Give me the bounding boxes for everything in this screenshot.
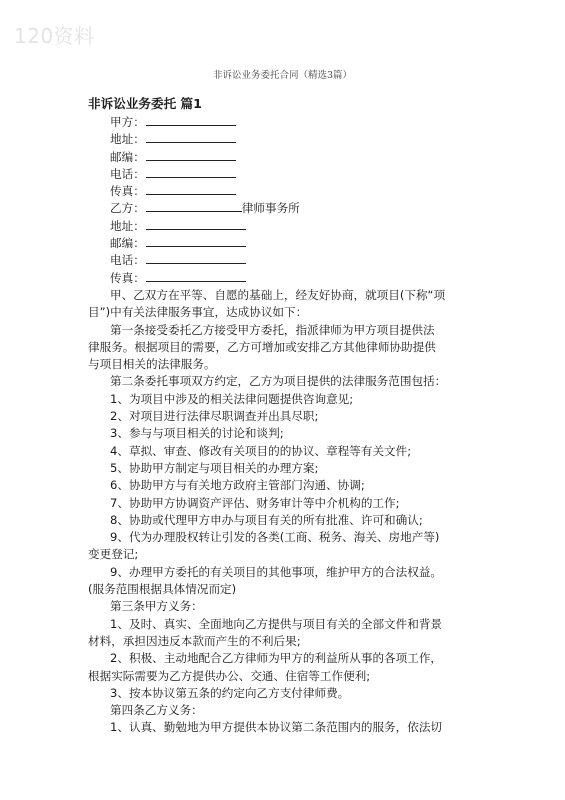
document-title: 非诉讼业务委托合同（精选3篇） bbox=[212, 70, 353, 81]
party-a-fax-field bbox=[88, 183, 488, 200]
body-line: 2、对项目进行法律尽职调查并出具尽职; bbox=[110, 409, 319, 424]
field-label: 传真： bbox=[110, 184, 145, 199]
body-line: 6、协助甲方与有关地方政府主管部门沟通、协调; bbox=[110, 478, 365, 493]
body-line: 2、积极、主动地配合乙方律师为甲方的利益所从事的各项工作， bbox=[110, 651, 443, 666]
fill-blank bbox=[146, 166, 236, 178]
party-b-address-field bbox=[88, 218, 488, 235]
body-line: 与项目相关的法律服务。 bbox=[88, 357, 216, 372]
body-line: 8、协助或代理甲方申办与项目有关的所有批准、许可和确认; bbox=[110, 512, 423, 527]
body-line: 第四条乙方义务： bbox=[110, 703, 203, 718]
body-line: (服务范围根据具体情况而定) bbox=[88, 582, 237, 597]
fill-blank bbox=[146, 149, 236, 161]
watermark: 120资料 bbox=[14, 24, 95, 48]
party-a-phone-field bbox=[88, 166, 488, 183]
fill-blank bbox=[146, 235, 246, 247]
field-label: 电话： bbox=[110, 166, 145, 181]
body-line: 7、协助甲方协调资产评估、财务审计等中介机构的工作; bbox=[110, 495, 400, 510]
body-line: 3、参与与项目相关的讨论和谈判; bbox=[110, 426, 284, 441]
body-line: 1、认真、勤勉地为甲方提供本协议第二条范围内的服务，依法切 bbox=[110, 720, 443, 735]
party-b-fax-field bbox=[88, 270, 488, 287]
fill-blank bbox=[146, 270, 246, 282]
fill-blank bbox=[146, 200, 242, 212]
body-line: 9、办理甲方委托的有关项目的其他事项，维护甲方的合法权益。 bbox=[110, 564, 443, 579]
party-a-postcode-field bbox=[88, 149, 488, 166]
field-label: 传真： bbox=[110, 270, 145, 285]
fill-blank bbox=[146, 183, 236, 195]
body-line: 9、代为办理股权转让引发的各类(工商、税务、海关、房地产等) bbox=[110, 530, 440, 545]
field-label: 甲方： bbox=[110, 115, 145, 129]
field-label: 地址： bbox=[110, 218, 145, 233]
body-line: 3、按本协议第五条的约定向乙方支付律师费。 bbox=[110, 685, 350, 700]
party-a-address-field bbox=[88, 131, 488, 148]
body-line: 4、草拟、审查、修改有关项目的的协议、章程等有关文件; bbox=[110, 443, 412, 458]
document-body bbox=[88, 95, 488, 737]
field-label: 乙方： bbox=[110, 201, 145, 216]
field-label: 电话： bbox=[110, 253, 145, 268]
body-line: 甲、乙双方在平等、自愿的基础上，经友好协商，就项目(下称“项 bbox=[110, 287, 446, 302]
party-b-name-field bbox=[88, 200, 488, 217]
body-line: 目”)中有关法律服务事宜，达成协议如下： bbox=[88, 305, 308, 320]
field-label: 地址： bbox=[110, 132, 145, 147]
field-label: 邮编： bbox=[110, 236, 145, 251]
body-line: 变更登记; bbox=[88, 547, 139, 562]
fill-blank bbox=[146, 131, 236, 143]
fill-blank bbox=[146, 218, 246, 230]
fill-blank bbox=[146, 252, 246, 264]
field-label: 邮编： bbox=[110, 149, 145, 164]
body-line: 律服务。根据项目的需要，乙方可增加或安排乙方其他律师协助提供 bbox=[88, 339, 436, 354]
contract-paragraphs bbox=[88, 287, 488, 737]
law-firm-suffix: 律师事务所 bbox=[241, 201, 300, 216]
body-line: 材料，承担因违反本款而产生的不利后果; bbox=[88, 633, 301, 648]
fill-blank bbox=[146, 114, 236, 126]
body-line: 1、为项目中涉及的相关法律问题提供咨询意见; bbox=[110, 391, 354, 406]
body-line: 第二条委托事项双方约定，乙方为项目提供的法律服务范围包括： bbox=[110, 374, 447, 389]
party-b-postcode-field bbox=[88, 235, 488, 252]
body-line: 第三条甲方义务： bbox=[110, 599, 203, 614]
body-line: 根据实际需要为乙方提供办公、交通、住宿等工作便利; bbox=[88, 668, 371, 683]
section-heading: 非诉讼业务委托 篇1 bbox=[88, 96, 202, 111]
body-line: 5、协助甲方制定与项目相关的办理方案; bbox=[110, 460, 319, 475]
party-a-name-field bbox=[88, 114, 488, 131]
body-line: 1、及时、真实、全面地向乙方提供与项目有关的全部文件和背景 bbox=[110, 616, 443, 631]
body-line: 第一条接受委托乙方接受甲方委托，指派律师为甲方项目提供法 bbox=[110, 322, 435, 337]
party-b-phone-field bbox=[88, 252, 488, 269]
